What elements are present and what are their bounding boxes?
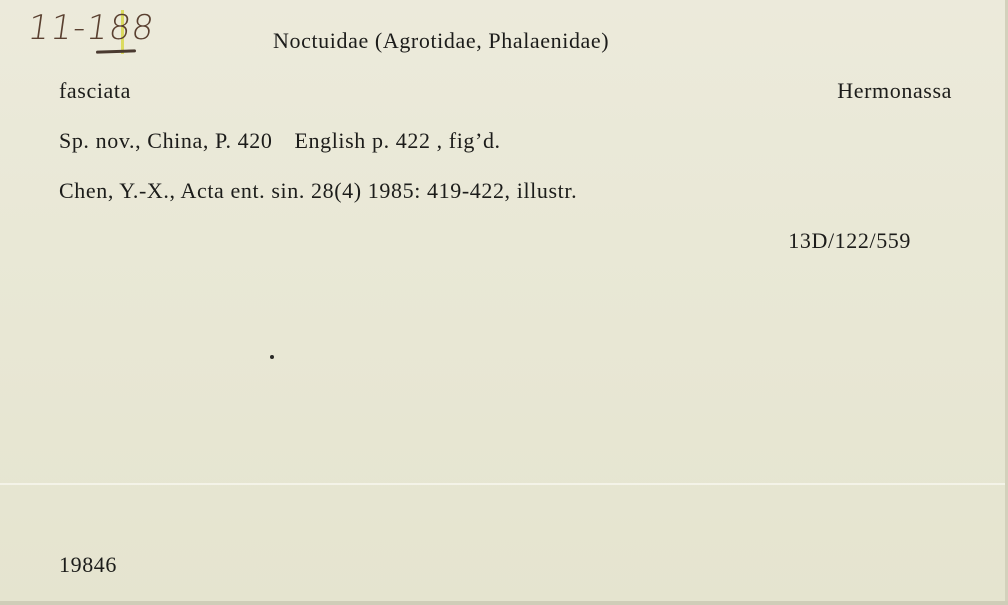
card-number: 19846 xyxy=(59,552,117,577)
genus-name: Hermonassa xyxy=(837,78,952,103)
description-part-1: Sp. nov., China, P. 420 xyxy=(59,128,273,153)
description-part-2: English p. 422 xyxy=(294,128,431,153)
card-fold-line xyxy=(0,483,1008,485)
reference-code: 13D/122/559 xyxy=(788,228,911,253)
description-line xyxy=(59,128,501,154)
ink-speck xyxy=(270,355,274,359)
card-bottom-edge xyxy=(0,601,1008,605)
citation-line: Chen, Y.-X., Acta ent. sin. 28(4) 1985: 419-422, illustr. xyxy=(59,178,578,203)
handwritten-underline xyxy=(96,49,136,53)
species-name: fasciata xyxy=(59,78,131,103)
handwritten-number: 11-188 xyxy=(25,8,158,48)
family-name: Noctuidae (Agrotidae, Phalaenidae) xyxy=(273,28,610,53)
description-part-3: , fig’d. xyxy=(436,128,501,153)
